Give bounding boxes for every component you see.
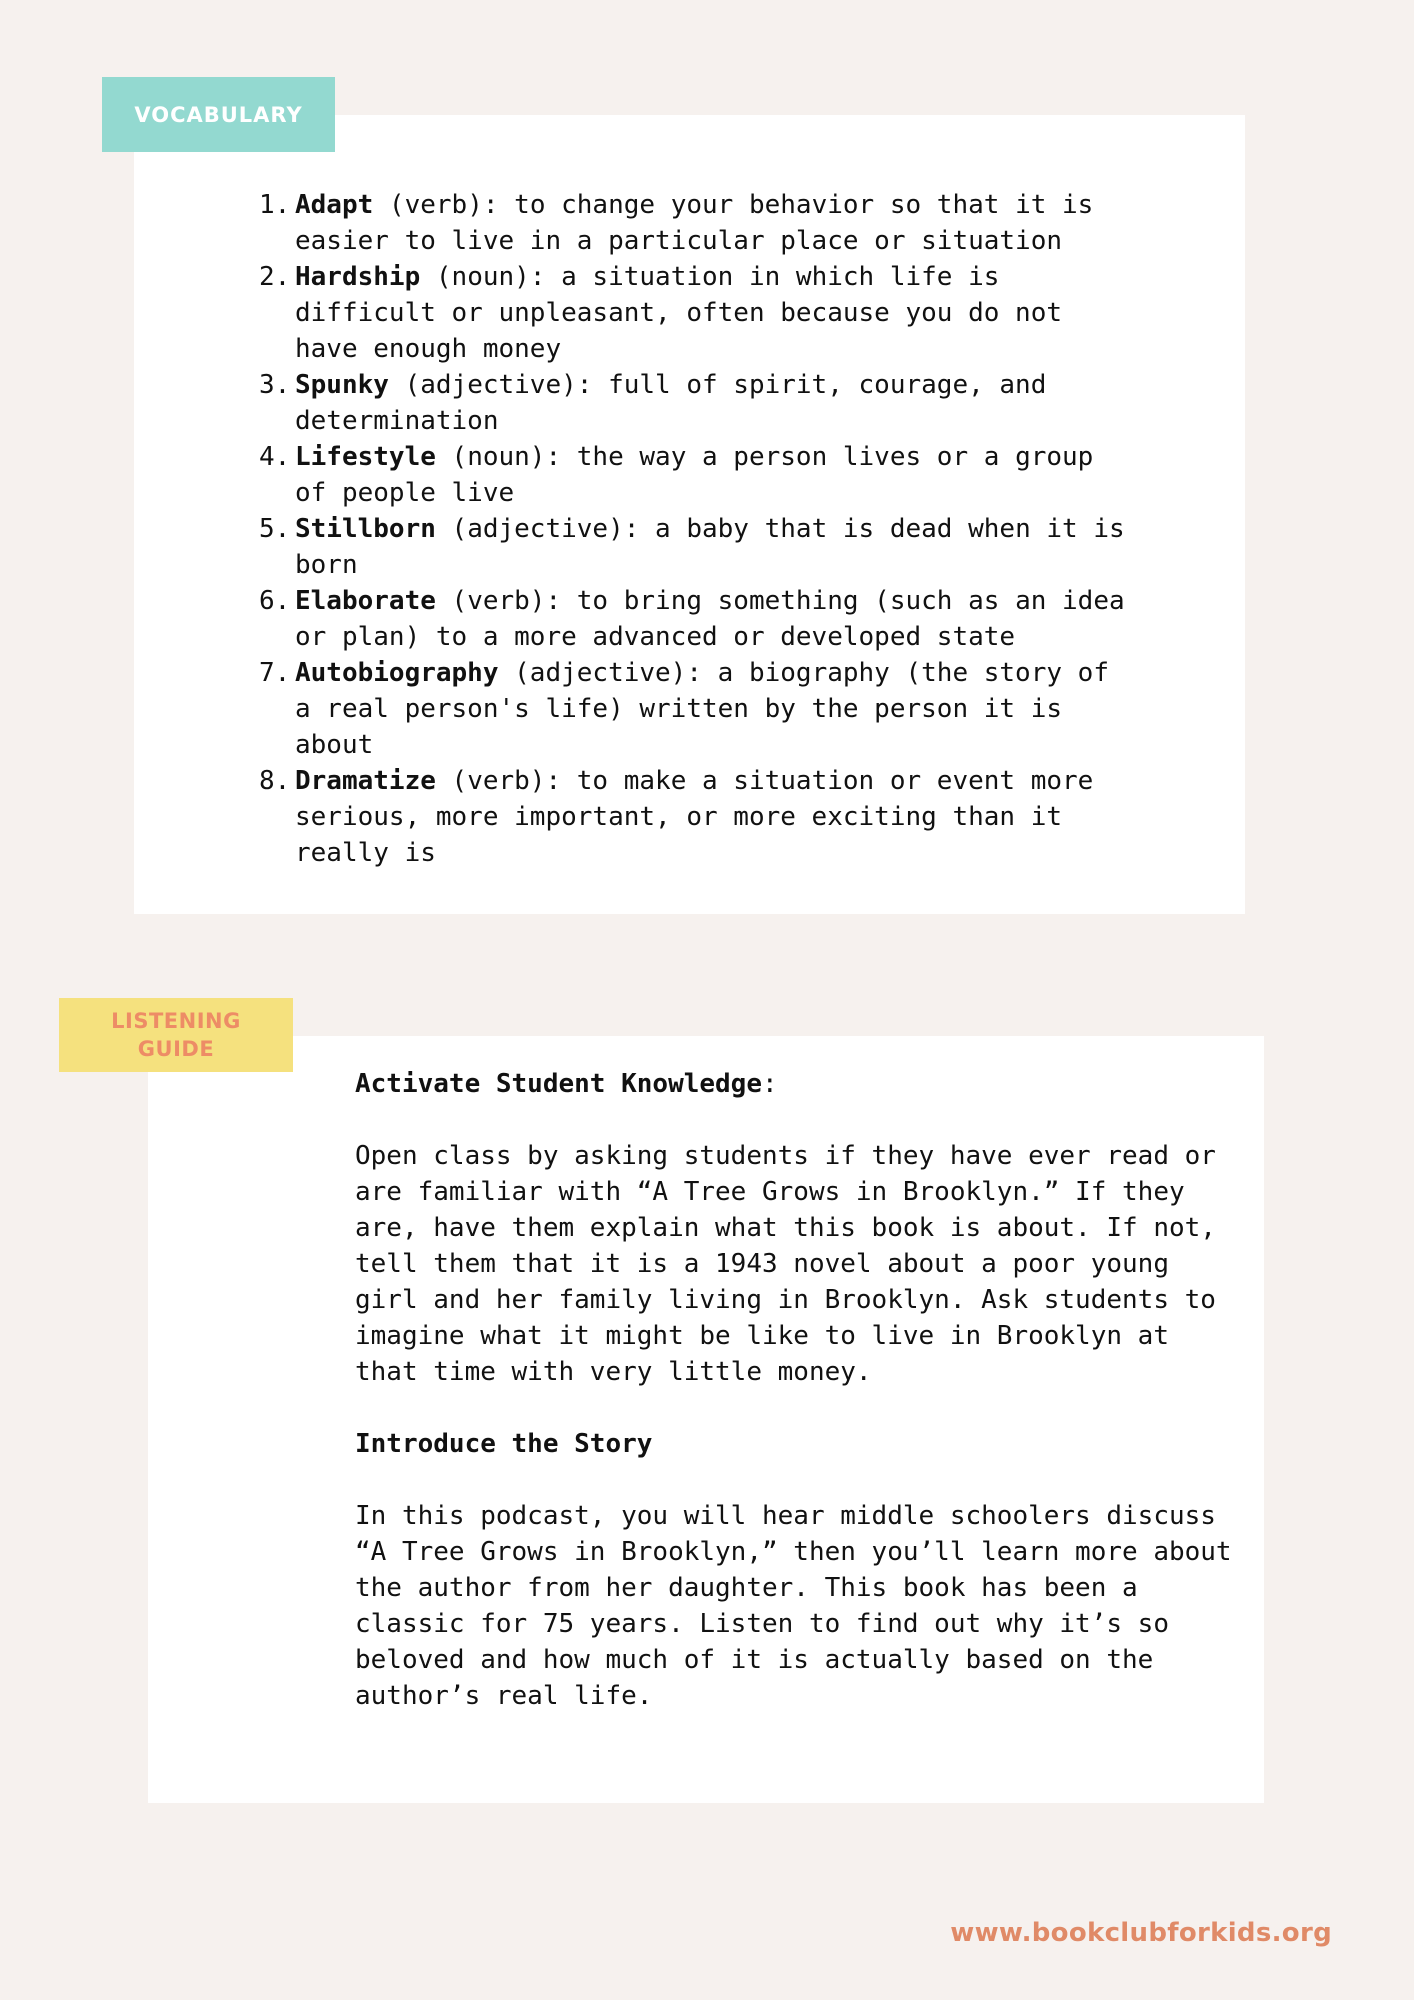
vocabulary-definition: (noun): the way a person lives or a group of people live [295, 442, 1094, 508]
section-heading-introduce: Introduce the Story [355, 1429, 653, 1459]
vocabulary-item-number: 5. [259, 514, 291, 544]
vocabulary-term: Dramatize [295, 766, 436, 796]
vocabulary-tag [102, 77, 335, 152]
vocabulary-tag-label: VOCABULARY [134, 102, 303, 127]
vocabulary-item [259, 655, 1139, 763]
vocabulary-item-number: 8. [259, 766, 291, 796]
listening-guide-card [148, 1036, 1264, 1803]
section-paragraph-introduce: In this podcast, you will hear middle schoolers discuss “A Tree Grows in Brooklyn,” then you’ll learn more about the author from her daughter. This book has been a classic for 75 years. Listen to find out why it’s so beloved and how much of it is actually based on the author’s real life. [355, 1501, 1232, 1711]
vocabulary-term: Stillborn [295, 514, 436, 544]
vocabulary-definition: (adjective): a biography (the story of a real person's life) written by the person it is about [295, 658, 1109, 760]
website-url: www.bookclubforkids.org [950, 1918, 1332, 1948]
vocabulary-definition: (verb): to bring something (such as an idea or plan) to a more advanced or developed state [295, 586, 1125, 652]
vocabulary-term: Adapt [295, 190, 374, 220]
vocabulary-item [259, 367, 1139, 439]
vocabulary-definition: (adjective): a baby that is dead when it is born [295, 514, 1125, 580]
vocabulary-term: Lifestyle [295, 442, 436, 472]
vocabulary-definition: (verb): to change your behavior so that it is easier to live in a particular place or situation [295, 190, 1094, 256]
vocabulary-definition: (adjective): full of spirit, courage, and determination [295, 370, 1047, 436]
vocabulary-item [259, 187, 1139, 259]
vocabulary-item-number: 2. [259, 262, 291, 292]
vocabulary-term: Elaborate [295, 586, 436, 616]
vocabulary-item [259, 763, 1139, 871]
vocabulary-item-number: 4. [259, 442, 291, 472]
vocabulary-item-number: 3. [259, 370, 291, 400]
section-heading-activate-text: Activate Student Knowledge [355, 1069, 762, 1099]
vocabulary-item [259, 439, 1139, 511]
vocabulary-item-number: 1. [259, 190, 291, 220]
vocabulary-card [134, 115, 1245, 914]
vocabulary-definition: (verb): to make a situation or event more serious, more important, or more exciting than it really is [295, 766, 1094, 868]
listening-guide-body [355, 1066, 1235, 1750]
listening-guide-tag [59, 998, 293, 1072]
section-heading-colon: : [762, 1069, 778, 1099]
section-heading-activate [355, 1066, 1235, 1102]
vocabulary-term: Hardship [295, 262, 421, 292]
vocabulary-item [259, 583, 1139, 655]
vocabulary-item-number: 7. [259, 658, 291, 688]
vocabulary-item [259, 259, 1139, 367]
vocabulary-list [259, 187, 1139, 871]
vocabulary-definition: (noun): a situation in which life is difficult or unpleasant, often because you do not have enough money [295, 262, 1063, 364]
vocabulary-term: Autobiography [295, 658, 499, 688]
vocabulary-term: Spunky [295, 370, 389, 400]
section-paragraph-activate: Open class by asking students if they have ever read or are familiar with “A Tree Grows in Brooklyn.” If they are, have them explain what this book is about. If not, tell them that it is a 1943 novel about a poor young girl and her family living in Brooklyn. Ask students to imagine what it might be like to live in Brooklyn at that time with very little money. [355, 1141, 1216, 1387]
vocabulary-item [259, 511, 1139, 583]
vocabulary-item-number: 6. [259, 586, 291, 616]
listening-guide-tag-label: LISTENING GUIDE [111, 1009, 241, 1061]
